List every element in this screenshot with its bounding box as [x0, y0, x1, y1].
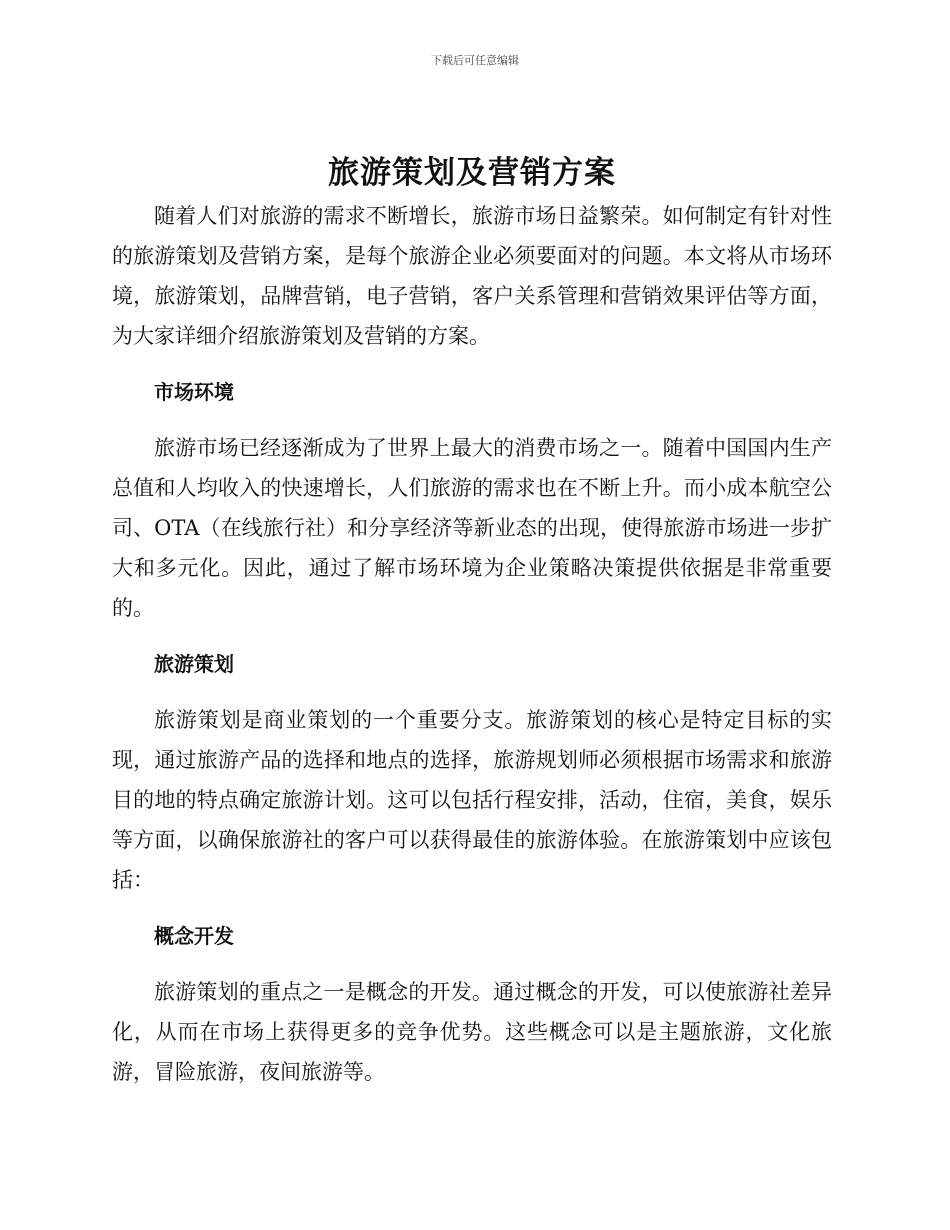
page-header-note: 下载后可任意编辑 — [431, 54, 519, 67]
document-title: 旅游策划及营销方案 — [328, 155, 616, 191]
section-paragraph-market-environment: 旅游市场已经逐渐成为了世界上最大的消费市场之一。随着中国国内生产总值和人均收入的快速增长，人们旅游的需求也在不断上升。而小成本航空公司、OTA（在线旅行社）和分享经济等新业态的出现，使得旅游市场进一步扩大和多元化。因此，通过了解市场环境为企业策略决策提供依据是非常重要的。 — [112, 436, 832, 620]
section-heading-concept-development: 概念开发 — [154, 924, 234, 948]
section-heading-market-environment: 市场环境 — [154, 380, 234, 404]
section-paragraph-concept-development: 旅游策划的重点之一是概念的开发。通过概念的开发，可以使旅游社差异化，从而在市场上获得更多的竞争优势。这些概念可以是主题旅游，文化旅游，冒险旅游，夜间旅游等。 — [112, 980, 832, 1084]
document-body — [112, 148, 832, 1092]
intro-paragraph: 随着人们对旅游的需求不断增长，旅游市场日益繁荣。如何制定有针对性的旅游策划及营销方案，是每个旅游企业必须要面对的问题。本文将从市场环境，旅游策划，品牌营销，电子营销，客户关系管理和营销效果评估等方面，为大家详细介绍旅游策划及营销的方案。 — [112, 204, 832, 348]
section-paragraph-travel-planning: 旅游策划是商业策划的一个重要分支。旅游策划的核心是特定目标的实现，通过旅游产品的选择和地点的选择，旅游规划师必须根据市场需求和旅游目的地的特点确定旅游计划。这可以包括行程安排，活动，住宿，美食，娱乐等方面，以确保旅游社的客户可以获得最佳的旅游体验。在旅游策划中应该包括： — [112, 708, 832, 892]
section-heading-travel-planning: 旅游策划 — [154, 652, 234, 676]
